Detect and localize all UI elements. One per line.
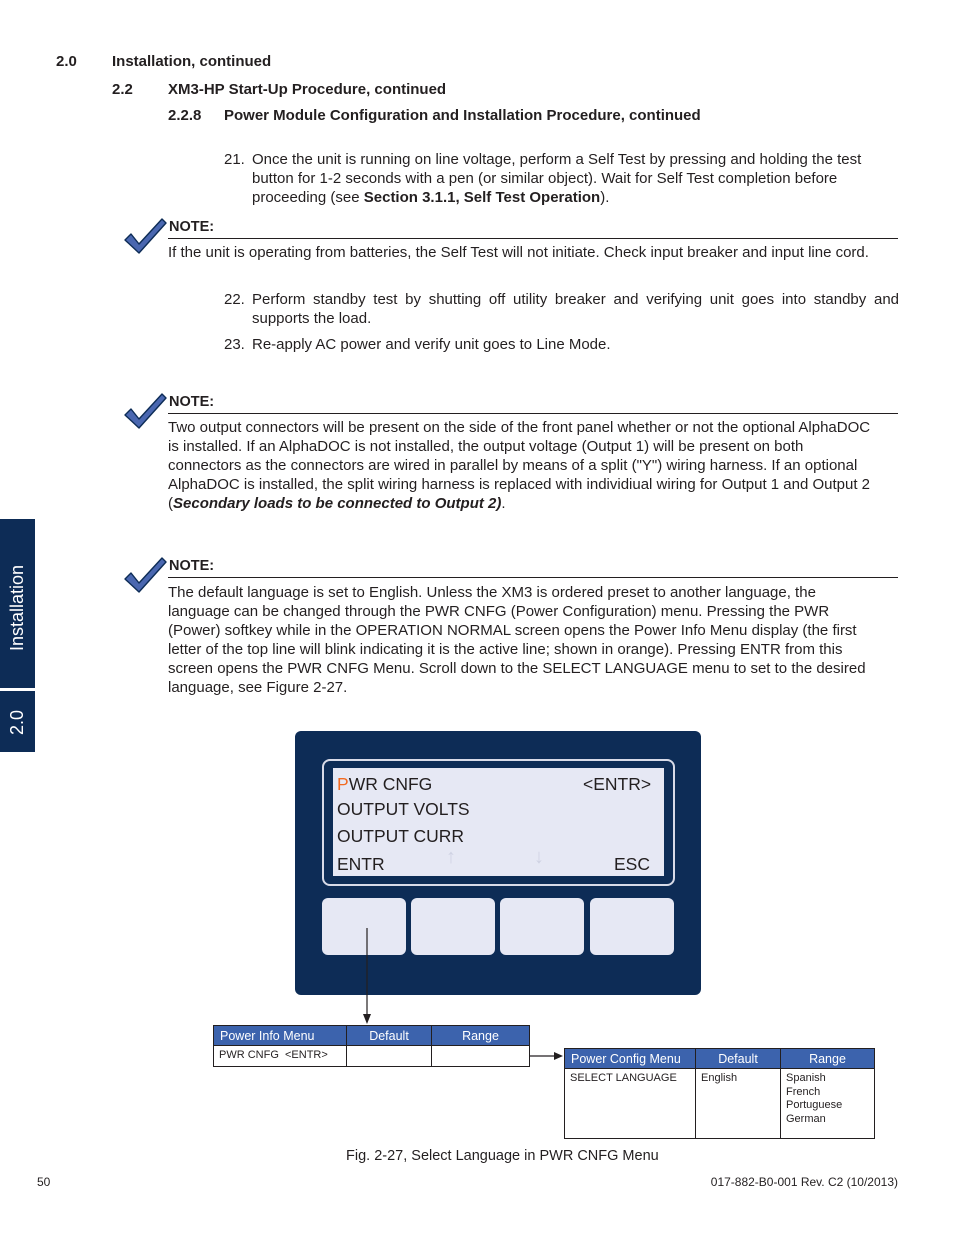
list-item: French xyxy=(786,1085,821,1098)
step-22-number: 22. xyxy=(224,291,245,308)
list-item: Spanish xyxy=(786,1072,826,1084)
page-number: 50 xyxy=(37,1175,51,1189)
step-22-line2: supports the load. xyxy=(252,310,372,327)
heading-level1-title: Installation, continued xyxy=(112,53,272,70)
column-header: Range xyxy=(432,1026,530,1046)
column-header: Power Config Menu xyxy=(565,1049,696,1069)
arrow-up-icon: ↑ xyxy=(446,846,456,868)
note-1-text: If the unit is operating from batteries, the Self Test will not initiate. Check input breaker and input line cord. xyxy=(168,244,869,261)
table-row xyxy=(214,1046,530,1067)
note-3-text: The default language is set to English. Unless the XM3 is ordered preset to another language, the language can be changed through the PWR CNFG (Power Configuration) menu. Pressing the PWR (Power) softkey while in the OPERATION NORMAL screen opens the Power Info Menu display (the first letter of the top line will blink indicating it is the active line; shown in orange). Pressing ENTR from this screen opens the PWR CNFG Menu. Scroll down to the SELECT LANGUAGE menu to set to the desired language, see Figure 2-27. xyxy=(168,584,866,696)
step-21-line2: button for 1-2 seconds with a pen (or similar object). Wait for Self Test completion before xyxy=(252,170,838,187)
arrow-down-icon: ↓ xyxy=(534,846,544,868)
step-23-number: 23. xyxy=(224,336,245,353)
list-item: German xyxy=(786,1112,826,1125)
lcd-line-1: PWR CNFG xyxy=(337,774,433,794)
lcd-line-1-action: <ENTR> xyxy=(583,774,652,794)
column-header: Range xyxy=(781,1049,875,1069)
heading-level3-number: 2.2.8 xyxy=(168,107,202,124)
power-info-menu-table xyxy=(213,1025,530,1067)
lcd-line-2: OUTPUT VOLTS xyxy=(337,799,470,819)
step-22-line1: Perform standby test by shutting off utility breaker and verifying unit goes into standby and xyxy=(252,291,899,308)
column-header: Power Info Menu xyxy=(214,1026,347,1046)
lcd-softkey-label-entr: ENTR xyxy=(337,854,385,874)
figure-caption: Fig. 2-27, Select Language in PWR CNFG Menu xyxy=(346,1148,659,1164)
document-id: 017-882-B0-001 Rev. C2 (10/2013) xyxy=(710,1175,898,1189)
table-cell xyxy=(432,1046,530,1067)
power-config-menu-table xyxy=(564,1048,875,1139)
column-header: Default xyxy=(696,1049,781,1069)
step-21-line1: Once the unit is running on line voltage, perform a Self Test by pressing and holding the test xyxy=(252,151,862,168)
section-reference: Section 3.1.1, Self Test Operation xyxy=(363,189,601,206)
step-23-line1: Re-apply AC power and verify unit goes to Line Mode. xyxy=(252,336,611,353)
heading-level1-number: 2.0 xyxy=(56,53,77,70)
lcd-softkey-label-esc: ESC xyxy=(614,854,650,874)
sidebar-section-number: 2.0 xyxy=(7,709,27,735)
table-cell-range xyxy=(781,1069,875,1139)
sidebar-section-name: Installation xyxy=(7,564,27,651)
heading-level2-title: XM3-HP Start-Up Procedure, continued xyxy=(168,81,447,98)
column-header: Default xyxy=(347,1026,432,1046)
lcd-line-3: OUTPUT CURR xyxy=(337,826,465,846)
table-cell: SELECT LANGUAGE xyxy=(565,1069,696,1139)
step-21-number: 21. xyxy=(224,151,245,168)
emphasis-text: Secondary loads to be connected to Output 2) xyxy=(173,495,502,512)
table-cell: English xyxy=(696,1069,781,1139)
table-row xyxy=(565,1069,875,1139)
note-label: NOTE: xyxy=(169,219,215,235)
table-cell xyxy=(347,1046,432,1067)
heading-level2-number: 2.2 xyxy=(112,81,133,98)
note-label: NOTE: xyxy=(169,558,215,574)
note-label: NOTE: xyxy=(169,394,215,410)
table-cell: PWR CNFG <ENTR> xyxy=(214,1046,347,1067)
active-line-indicator: P xyxy=(337,774,349,794)
list-item: Portuguese xyxy=(786,1099,843,1111)
step-21-line3: proceeding (see Section 3.1.1, Self Test Operation). xyxy=(252,189,610,206)
note-2-text: Two output connectors will be present on the side of the front panel whether or not the optional AlphaDOC is installed. If an AlphaDOC is not installed, the output voltage (Output 1) will be present on both connectors as the connectors are wired in parallel by means of a split ("Y") wiring harness. If an optional AlphaDOC is installed, the split wiring harness is replaced with individiual wiring for Output 1 and Output 2 (Secondary loads to be connected to Output 2). xyxy=(168,419,871,512)
heading-level3-title: Power Module Configuration and Installation Procedure, continued xyxy=(224,107,701,124)
